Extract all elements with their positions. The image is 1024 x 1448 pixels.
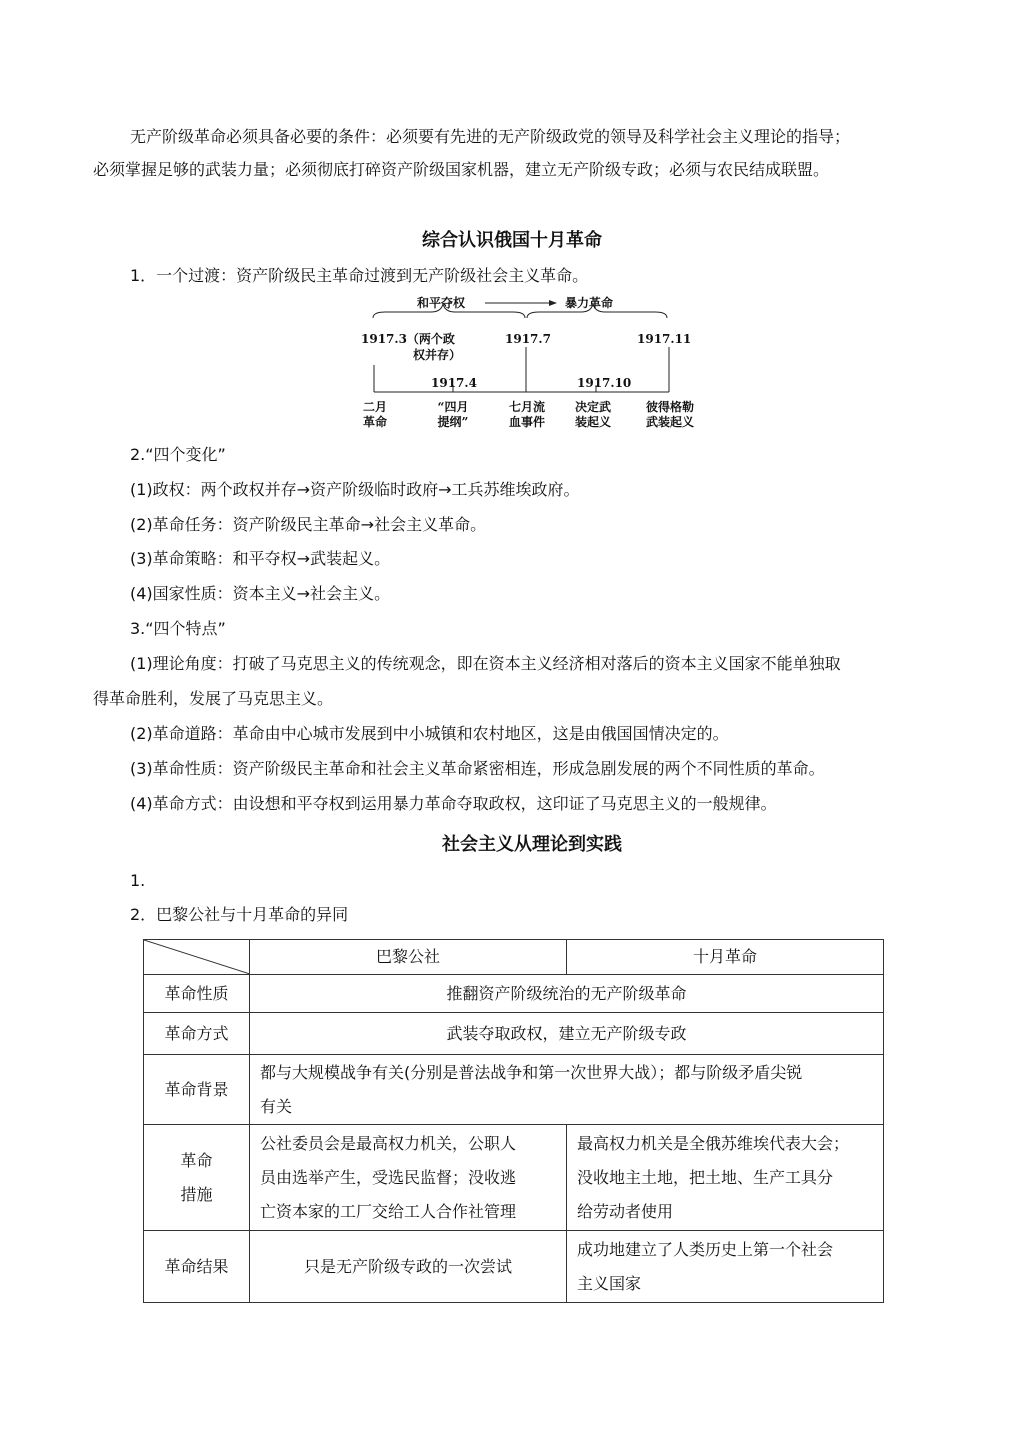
section-title-socialism-practice: 社会主义从理论到实践 — [442, 834, 622, 855]
table-row — [144, 975, 884, 1013]
item-one-transition: 1．一个过渡：资产阶级民主革命过渡到无产阶级社会主义革命。 — [130, 266, 589, 285]
feature-2: (2)革命道路：革命由中心城市发展到中小城镇和农村地区，这是由俄国国情决定的。 — [130, 724, 729, 743]
item-two-four-changes: 2.“四个变化” — [130, 445, 226, 464]
event-petrograd-uprising: 彼得格勒 武装起义 — [645, 400, 694, 429]
header-corner-cell — [144, 940, 250, 975]
feature-3: (3)革命性质：资产阶级民主革命和社会主义革命紧密相连，形成急剧发展的两个不同性质的革命。 — [130, 759, 825, 778]
method-value: 武装夺取政权，建立无产阶级专政 — [250, 1013, 884, 1055]
change-4: (4)国家性质：资本主义→社会主义。 — [130, 584, 391, 603]
row-label-method: 革命方式 — [144, 1013, 250, 1055]
event-february-revolution: 二月 革命 — [362, 400, 387, 429]
row-label-background: 革命背景 — [144, 1055, 250, 1125]
table-row — [144, 1055, 884, 1125]
event-july-days: 七月流 血事件 — [508, 400, 545, 429]
date-1917-10: 1917.10 — [577, 376, 632, 390]
table-header-row — [144, 940, 884, 975]
item-one-empty: 1. — [130, 871, 146, 890]
date-1917-3-note: 权并存） — [413, 348, 462, 362]
timeline-diagram — [355, 292, 715, 432]
table-row — [144, 1013, 884, 1055]
feature-1-line-1: (1)理论角度：打破了马克思主义的传统观念，即在资本主义经济相对落后的资本主义国家不能单独取 — [130, 654, 841, 673]
event-armed-uprising-decision: 决定武 装起义 — [574, 400, 611, 429]
result-paris: 只是无产阶级专政的一次尝试 — [250, 1231, 567, 1303]
item-two-comparison: 2．巴黎公社与十月革命的异同 — [130, 905, 349, 924]
feature-1-line-2: 得革命胜利，发展了马克思主义。 — [93, 689, 334, 708]
table-row — [144, 1125, 884, 1231]
header-paris-commune: 巴黎公社 — [250, 940, 567, 975]
intro-line-2: 必须掌握足够的武装力量；必须彻底打碎资产阶级国家机器，建立无产阶级专政；必须与农民结成联盟。 — [93, 160, 830, 179]
section-title-october-revolution: 综合认识俄国十月革命 — [422, 230, 602, 251]
feature-4: (4)革命方式：由设想和平夺权到运用暴力革命夺取政权，这印证了马克思主义的一般规律。 — [130, 794, 777, 813]
table-row — [144, 1231, 884, 1303]
date-1917-11: 1917.11 — [637, 332, 692, 346]
change-2: (2)革命任务：资产阶级民主革命→社会主义革命。 — [130, 515, 487, 534]
background-value: 都与大规模战争有关(分别是普法战争和第一次世界大战）；都与阶级矛盾尖锐 有关 — [250, 1055, 884, 1125]
change-1: (1)政权：两个政权并存→资产阶级临时政府→工兵苏维埃政府。 — [130, 480, 580, 499]
phase-peaceful: 和平夺权 — [417, 296, 466, 310]
row-label-result: 革命结果 — [144, 1231, 250, 1303]
date-1917-7: 1917.7 — [505, 332, 551, 346]
nature-value: 推翻资产阶级统治的无产阶级革命 — [250, 975, 884, 1013]
result-october: 成功地建立了人类历史上第一个社会 主义国家 — [567, 1231, 884, 1303]
phase-violent: 暴力革命 — [565, 296, 614, 310]
measures-october: 最高权力机关是全俄苏维埃代表大会； 没收地主土地，把土地、生产工具分 给劳动者使用 — [567, 1125, 884, 1231]
change-3: (3)革命策略：和平夺权→武装起义。 — [130, 549, 391, 568]
diagonal-line — [144, 940, 250, 974]
item-three-four-features: 3.“四个特点” — [130, 619, 226, 638]
measures-paris: 公社委员会是最高权力机关，公职人 员由选举产生，受选民监督；没收逃 亡资本家的工厂交给工人合作社管理 — [250, 1125, 567, 1231]
event-april-theses: “四月 提纲” — [437, 400, 469, 429]
row-label-measures: 革命 措施 — [144, 1125, 250, 1231]
date-1917-3: 1917.3（两个政 — [361, 332, 455, 346]
row-label-nature: 革命性质 — [144, 975, 250, 1013]
intro-line-1: 无产阶级革命必须具备必要的条件：必须要有先进的无产阶级政党的领导及科学社会主义理论的指导； — [130, 127, 851, 146]
header-october-revolution: 十月革命 — [567, 940, 884, 975]
date-1917-4: 1917.4 — [431, 376, 477, 390]
comparison-table — [143, 939, 884, 1303]
